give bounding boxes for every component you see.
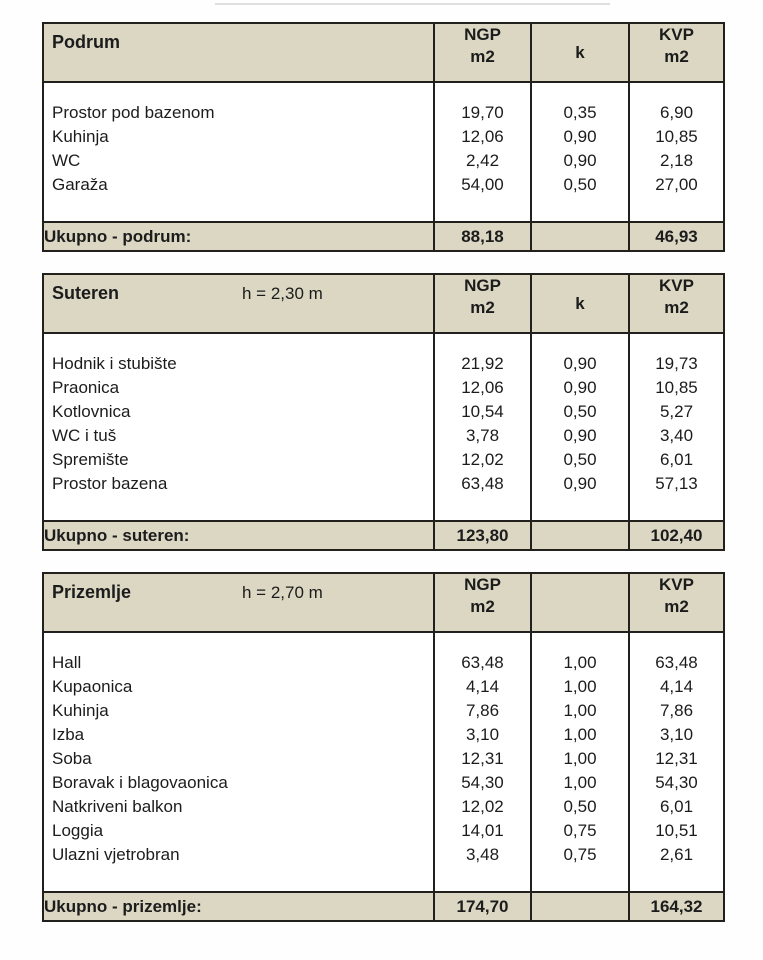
kvp-value: 63,48 — [655, 653, 698, 672]
floor-header-cell — [43, 573, 434, 632]
total-kvp-value: 46,93 — [629, 222, 724, 251]
k-values-cell — [531, 333, 629, 521]
k-value: 1,00 — [563, 749, 597, 768]
room-name: Prostor bazena — [52, 474, 168, 493]
ngp-value: 2,42 — [465, 151, 500, 170]
kvp-value: 7,86 — [659, 701, 694, 720]
ngp-value: 63,48 — [461, 653, 504, 672]
ngp-value: 4,14 — [465, 677, 500, 696]
kvp-column-header — [629, 23, 724, 82]
k-value: 0,90 — [563, 127, 597, 146]
ngp-value: 12,02 — [461, 797, 504, 816]
room-name: Boravak i blagovaonica — [52, 773, 228, 792]
ngp-value: 14,01 — [461, 821, 504, 840]
k-values-cell — [531, 632, 629, 892]
floor-table — [42, 22, 725, 252]
k-value: 1,00 — [563, 773, 597, 792]
floor-title: Suteren — [52, 283, 120, 303]
k-column-header — [531, 573, 629, 632]
total-ngp-value: 88,18 — [434, 222, 531, 251]
floor-table — [42, 273, 725, 551]
total-kvp-value: 102,40 — [629, 521, 724, 550]
kvp-value: 6,01 — [659, 450, 694, 469]
kvp-unit-label: m2 — [664, 597, 689, 616]
table-header — [43, 23, 724, 82]
kvp-unit-label: m2 — [664, 47, 689, 66]
room-name: Hodnik i stubište — [52, 354, 177, 373]
kvp-value: 10,85 — [655, 127, 698, 146]
ngp-value: 54,30 — [461, 773, 504, 792]
k-value: 0,90 — [563, 354, 597, 373]
ngp-values-cell — [434, 632, 531, 892]
floor-height-note: h = 2,30 m — [242, 284, 323, 303]
ngp-values-cell — [434, 333, 531, 521]
ngp-value: 3,48 — [465, 845, 500, 864]
kvp-column-header — [629, 573, 724, 632]
table-body — [43, 632, 724, 892]
room-names-cell — [43, 82, 434, 222]
ngp-column-header — [434, 274, 531, 333]
total-k-empty-cell — [531, 222, 629, 251]
ngp-label: NGP — [464, 25, 501, 44]
k-value: 1,00 — [563, 701, 597, 720]
scan-artifact-line — [215, 3, 610, 5]
total-label: Ukupno - suteren: — [43, 521, 434, 550]
room-name: Ulazni vjetrobran — [52, 845, 180, 864]
kvp-unit-label: m2 — [664, 298, 689, 317]
kvp-value: 5,27 — [659, 402, 694, 421]
k-column-header: k — [531, 274, 629, 333]
ngp-unit-label: m2 — [470, 47, 495, 66]
k-value: 0,50 — [563, 402, 597, 421]
ngp-value: 3,78 — [465, 426, 500, 445]
kvp-value: 19,73 — [655, 354, 698, 373]
k-value: 0,50 — [563, 797, 597, 816]
floor-area-tables — [42, 22, 723, 943]
kvp-value: 3,10 — [659, 725, 694, 744]
ngp-column-header — [434, 573, 531, 632]
ngp-value: 7,86 — [465, 701, 500, 720]
table-body — [43, 82, 724, 222]
kvp-value: 2,61 — [659, 845, 694, 864]
kvp-values-cell — [629, 632, 724, 892]
k-value: 0,50 — [563, 175, 597, 194]
ngp-column-header — [434, 23, 531, 82]
k-value: 0,75 — [563, 845, 597, 864]
room-name: Prostor pod bazenom — [52, 103, 215, 122]
total-ngp-value: 174,70 — [434, 892, 531, 921]
room-names-cell — [43, 333, 434, 521]
room-name: Natkriveni balkon — [52, 797, 183, 816]
table-header — [43, 274, 724, 333]
kvp-value: 2,18 — [659, 151, 694, 170]
ngp-value: 63,48 — [461, 474, 504, 493]
ngp-label: NGP — [464, 276, 501, 295]
ngp-value: 12,31 — [461, 749, 504, 768]
ngp-value: 12,06 — [461, 127, 504, 146]
ngp-label: NGP — [464, 575, 501, 594]
table-body — [43, 333, 724, 521]
floor-title: Prizemlje — [52, 582, 132, 602]
room-name: Izba — [52, 725, 85, 744]
table-total-row — [43, 222, 724, 251]
room-name: Kotlovnica — [52, 402, 131, 421]
floor-title: Podrum — [52, 32, 121, 52]
kvp-label: KVP — [659, 575, 694, 594]
k-value: 0,90 — [563, 474, 597, 493]
room-name: Kupaonica — [52, 677, 133, 696]
kvp-values-cell — [629, 333, 724, 521]
kvp-value: 3,40 — [659, 426, 694, 445]
ngp-values-cell — [434, 82, 531, 222]
table-header — [43, 573, 724, 632]
total-label: Ukupno - prizemlje: — [43, 892, 434, 921]
room-names-cell — [43, 632, 434, 892]
k-value: 1,00 — [563, 677, 597, 696]
k-value: 0,90 — [563, 378, 597, 397]
table-total-row — [43, 521, 724, 550]
kvp-value: 54,30 — [655, 773, 698, 792]
floor-height-note: h = 2,70 m — [242, 583, 323, 602]
total-k-empty-cell — [531, 521, 629, 550]
k-value: 0,75 — [563, 821, 597, 840]
kvp-label: KVP — [659, 25, 694, 44]
room-name: Loggia — [52, 821, 104, 840]
k-value: 0,90 — [563, 151, 597, 170]
room-name: Kuhinja — [52, 127, 109, 146]
k-value: 0,35 — [563, 103, 597, 122]
room-name: WC i tuš — [52, 426, 117, 445]
k-values-cell — [531, 82, 629, 222]
table-total-row — [43, 892, 724, 921]
room-name: Garaža — [52, 175, 108, 194]
kvp-value: 6,90 — [659, 103, 694, 122]
total-ngp-value: 123,80 — [434, 521, 531, 550]
room-name: Kuhinja — [52, 701, 109, 720]
ngp-unit-label: m2 — [470, 597, 495, 616]
ngp-value: 19,70 — [461, 103, 504, 122]
total-kvp-value: 164,32 — [629, 892, 724, 921]
kvp-value: 12,31 — [655, 749, 698, 768]
kvp-value: 10,85 — [655, 378, 698, 397]
k-value: 1,00 — [563, 725, 597, 744]
ngp-value: 12,02 — [461, 450, 504, 469]
ngp-unit-label: m2 — [470, 298, 495, 317]
total-label: Ukupno - podrum: — [43, 222, 434, 251]
kvp-values-cell — [629, 82, 724, 222]
room-name: Spremište — [52, 450, 129, 469]
ngp-value: 10,54 — [461, 402, 504, 421]
k-value: 0,50 — [563, 450, 597, 469]
kvp-value: 4,14 — [659, 677, 694, 696]
kvp-value: 57,13 — [655, 474, 698, 493]
room-name: Praonica — [52, 378, 120, 397]
total-k-empty-cell — [531, 892, 629, 921]
kvp-column-header — [629, 274, 724, 333]
kvp-value: 27,00 — [655, 175, 698, 194]
floor-header-cell — [43, 23, 434, 82]
k-value: 1,00 — [563, 653, 597, 672]
floor-table — [42, 572, 725, 922]
ngp-value: 21,92 — [461, 354, 504, 373]
k-column-header: k — [531, 23, 629, 82]
room-name: Hall — [52, 653, 82, 672]
ngp-value: 12,06 — [461, 378, 504, 397]
k-value: 0,90 — [563, 426, 597, 445]
kvp-label: KVP — [659, 276, 694, 295]
room-name: WC — [52, 151, 81, 170]
room-name: Soba — [52, 749, 92, 768]
kvp-value: 6,01 — [659, 797, 694, 816]
ngp-value: 3,10 — [465, 725, 500, 744]
floor-header-cell — [43, 274, 434, 333]
ngp-value: 54,00 — [461, 175, 504, 194]
kvp-value: 10,51 — [655, 821, 698, 840]
